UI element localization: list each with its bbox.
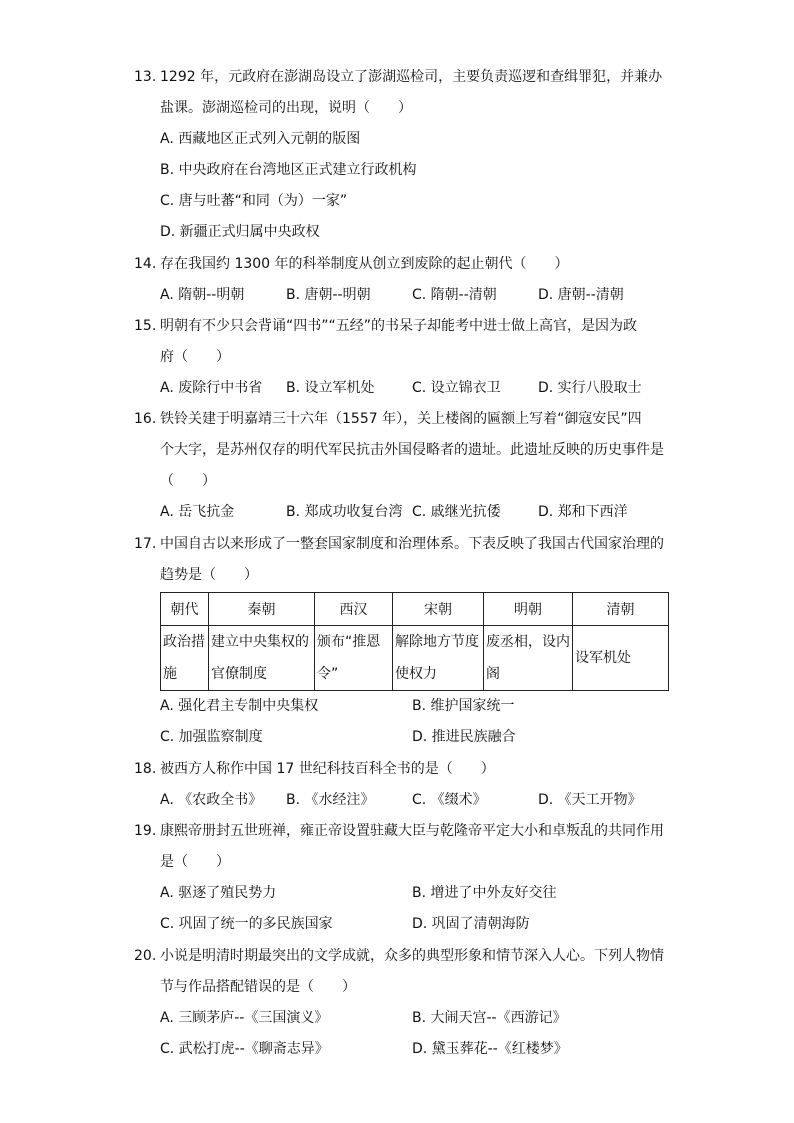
question-stem-line: 节与作品搭配错误的是（ ）	[160, 979, 356, 995]
table-cell	[161, 626, 209, 691]
table-row	[161, 626, 669, 691]
option-a[interactable]: A. 西藏地区正式列入元朝的版图	[160, 131, 361, 147]
option-c[interactable]: C. 设立锦衣卫	[412, 380, 501, 396]
table-cell	[484, 626, 573, 691]
option-d[interactable]: D. 新疆正式归属中央政权	[160, 224, 320, 240]
question-number: 17.	[134, 536, 157, 552]
table-cell-line: 解除地方节度	[395, 634, 479, 650]
option-a[interactable]: A. 驱逐了殖民势力	[160, 885, 277, 901]
option-d[interactable]: D. 唐朝--清朝	[538, 287, 624, 303]
question-stem-line: 小说是明清时期最突出的文学成就，众多的典型形象和情节深入人心。下列人物情	[160, 948, 664, 964]
question-stem-line: 个大字，是苏州仅存的明代军民抗击外国侵略者的遗址。此遗址反映的历史事件是	[160, 442, 664, 458]
option-c[interactable]: C. 加强监察制度	[160, 729, 263, 745]
question-stem-line: （ ）	[160, 473, 216, 489]
option-d[interactable]: D. 巩固了清朝海防	[412, 916, 530, 932]
option-a[interactable]: A. 《农政全书》	[160, 792, 263, 808]
option-b[interactable]: B. 郑成功收复台湾	[286, 504, 403, 520]
option-b[interactable]: B. 设立军机处	[286, 380, 375, 396]
table-cell-line: 政治措	[163, 634, 205, 650]
table-header-row	[161, 593, 669, 626]
question-number: 18.	[134, 761, 157, 777]
question-number: 15.	[134, 318, 157, 334]
option-c[interactable]: C. 《缀术》	[412, 792, 487, 808]
option-b[interactable]: B. 唐朝--明朝	[286, 287, 371, 303]
option-c[interactable]: C. 隋朝--清朝	[412, 287, 497, 303]
option-d[interactable]: D. 推进民族融合	[412, 729, 516, 745]
table-header-cell: 秦朝	[209, 593, 315, 626]
table-cell-line: 建立中央集权的	[211, 634, 309, 650]
table-cell-line: 阁	[486, 666, 500, 682]
option-b[interactable]: B. 《水经注》	[286, 792, 375, 808]
option-d[interactable]: D. 《天工开物》	[538, 792, 642, 808]
question-stem-line: 府（ ）	[160, 349, 230, 365]
table-cell-line: 施	[163, 666, 177, 682]
option-d[interactable]: D. 黛玉葬花--《红楼梦》	[412, 1041, 568, 1057]
table-cell-line: 废丞相，设内	[486, 634, 570, 650]
question-stem-line: 明朝有不少只会背诵“四书”“五经”的书呆子却能考中进士做上高官，是因为政	[160, 318, 638, 334]
table-cell	[393, 626, 484, 691]
table-header-cell: 清朝	[573, 593, 669, 626]
table-header-cell: 明朝	[484, 593, 573, 626]
governance-table	[160, 592, 669, 691]
table-cell	[209, 626, 315, 691]
table-cell-line: 令”	[317, 666, 339, 682]
question-stem-line: 盐课。澎湖巡检司的出现，说明（ ）	[160, 100, 412, 116]
question-stem-line: 趋势是（ ）	[160, 567, 258, 583]
table-cell-line: 使权力	[395, 666, 437, 682]
question-stem-line: 是（ ）	[160, 854, 230, 870]
option-c[interactable]: C. 戚继光抗倭	[412, 504, 501, 520]
question-stem-line: 1292 年，元政府在澎湖岛设立了澎湖巡检司，主要负责巡逻和查缉罪犯，并兼办	[160, 69, 663, 85]
option-a[interactable]: A. 强化君主专制中央集权	[160, 698, 319, 714]
table-header-cell: 朝代	[161, 593, 209, 626]
question-number: 19.	[134, 823, 157, 839]
question-stem-line: 被西方人称作中国 17 世纪科技百科全书的是（ ）	[160, 761, 495, 777]
option-b[interactable]: B. 维护国家统一	[412, 698, 515, 714]
question-stem-line: 铁铃关建于明嘉靖三十六年（1557 年），关上楼阁的匾额上写着“御寇安民”四	[160, 411, 642, 427]
option-d[interactable]: D. 实行八股取士	[538, 380, 642, 396]
option-a[interactable]: A. 废除行中书省	[160, 380, 263, 396]
question-number: 20.	[134, 948, 157, 964]
table-header-cell: 西汉	[315, 593, 393, 626]
table-cell-line: 颁布“推恩	[317, 634, 381, 650]
table-cell-line: 设军机处	[575, 650, 631, 666]
option-c[interactable]: C. 唐与吐蕃“和同（为）一家”	[160, 193, 348, 209]
option-a[interactable]: A. 三顾茅庐--《三国演义》	[160, 1010, 329, 1026]
option-b[interactable]: B. 大闹天宫--《西游记》	[412, 1010, 567, 1026]
option-c[interactable]: C. 巩固了统一的多民族国家	[160, 916, 333, 932]
question-stem-line: 中国自古以来形成了一整套国家制度和治理体系。下表反映了我国古代国家治理的	[160, 536, 664, 552]
table-header-cell: 宋朝	[393, 593, 484, 626]
option-b[interactable]: B. 增进了中外友好交往	[412, 885, 557, 901]
option-a[interactable]: A. 岳飞抗金	[160, 504, 235, 520]
question-stem-line: 存在我国约 1300 年的科举制度从创立到废除的起止朝代（ ）	[160, 256, 569, 272]
table-cell-line: 官僚制度	[211, 666, 267, 682]
question-number: 16.	[134, 411, 157, 427]
question-number: 14.	[134, 256, 157, 272]
table-cell	[315, 626, 393, 691]
option-c[interactable]: C. 武松打虎--《聊斋志异》	[160, 1041, 329, 1057]
option-d[interactable]: D. 郑和下西洋	[538, 504, 628, 520]
table-cell	[573, 626, 669, 691]
question-number: 13.	[134, 69, 157, 85]
question-stem-line: 康熙帝册封五世班禅，雍正帝设置驻藏大臣与乾隆帝平定大小和卓叛乱的共同作用	[160, 823, 664, 839]
option-b[interactable]: B. 中央政府在台湾地区正式建立行政机构	[160, 162, 417, 178]
option-a[interactable]: A. 隋朝--明朝	[160, 287, 245, 303]
